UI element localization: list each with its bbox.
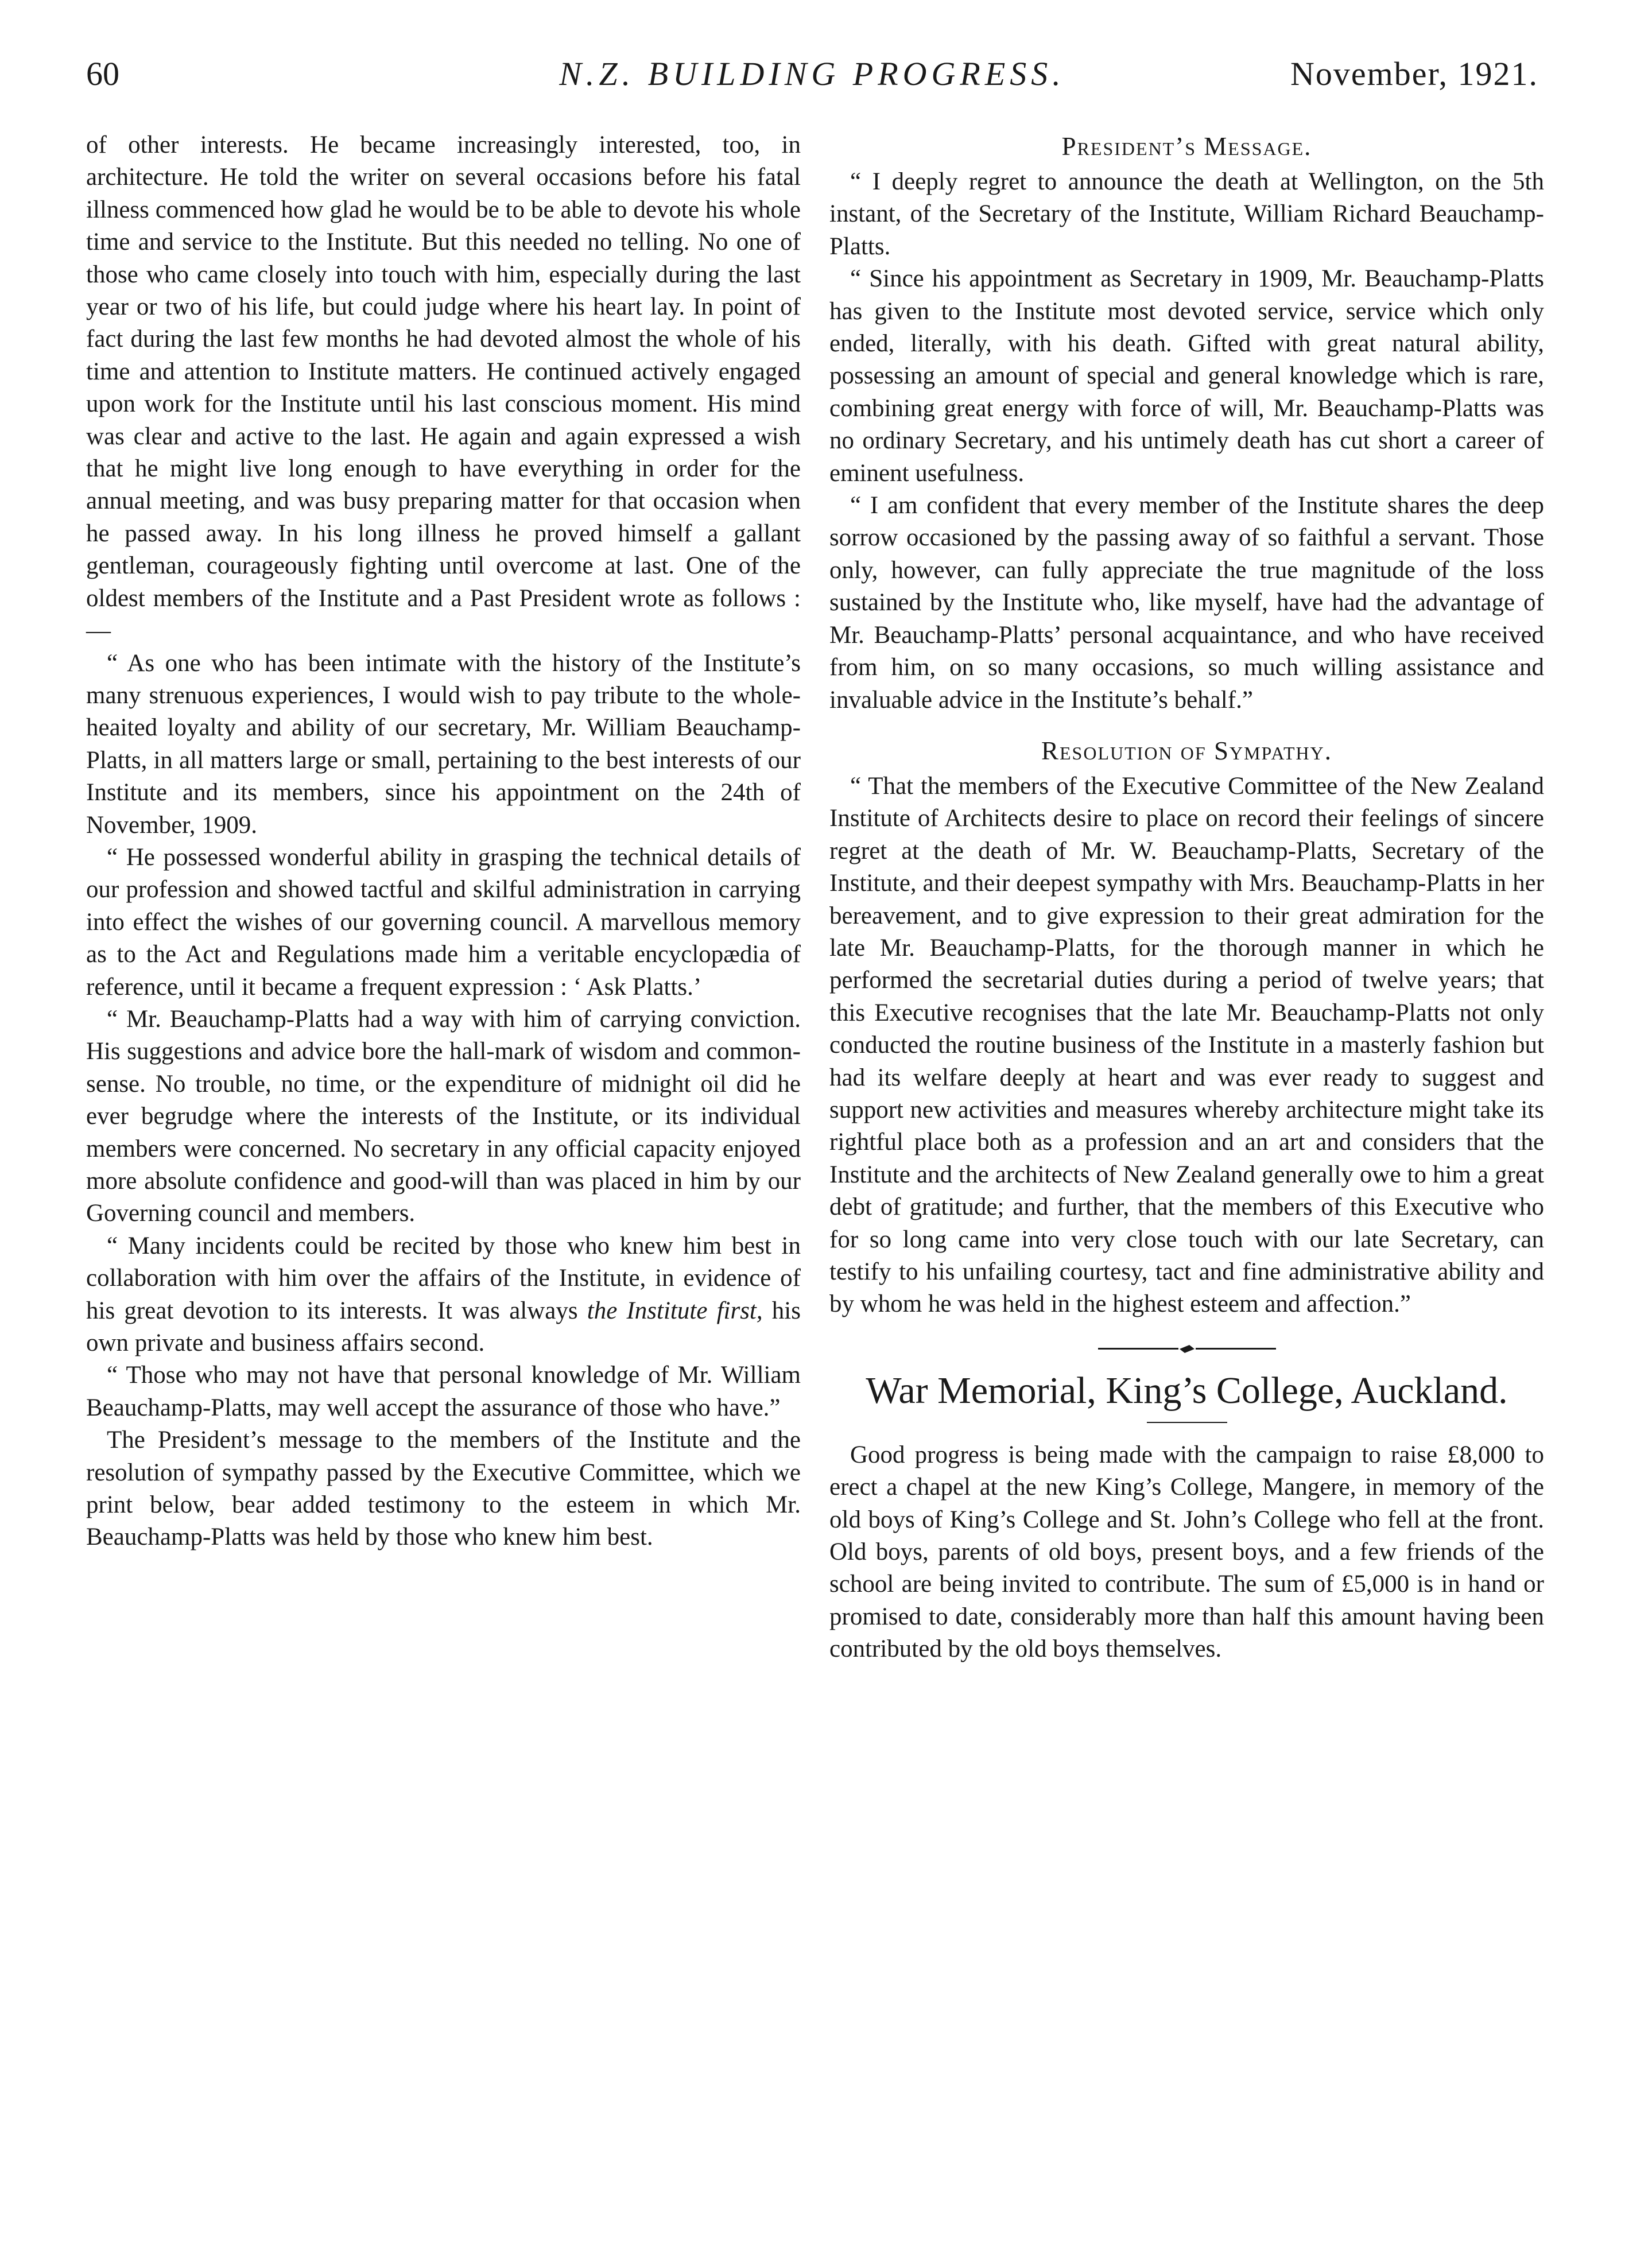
incidents-text-after: his own private and business affairs second. bbox=[86, 1297, 801, 1357]
body-paragraph: of other interests. He became increasingly interested, too, in architecture. He told the writer on several occasions before his fatal illness commenced how glad he would be to be able to devote his whole time and service to the Institute. But this needed no telling. No one of those who came closely into touch with him, especially during the last year or two of his life, but could judge where his heart lay. In point of fact during the last few months he had devoted almost the whole of his time and attention to Institute matters. He continued actively engaged upon work for the Institute until his last conscious moment. His mind was clear and active to the last. He again and again expressed a wish that he might live long enough to have everything in order for the annual meeting, and was busy preparing matter for that occasion when he passed away. In his long illness he proved himself a gallant gentleman, courageously fighting until overcome at last. One of the oldest members of the Institute and a Past President wrote as follows :— bbox=[86, 131, 801, 645]
right-column bbox=[829, 129, 1544, 1666]
page-number: 60 bbox=[86, 55, 119, 92]
war-memorial-heading: War Memorial, King’s College, Auckland. bbox=[866, 1369, 1508, 1412]
left-column bbox=[86, 129, 801, 1554]
heading-underline bbox=[1147, 1422, 1227, 1423]
quote-paragraph: “ Mr. Beauchamp-Platts had a way with him of carrying conviction. His suggestions and advice bore the hall-mark of wisdom and common-sense. No trouble, no time, or the expenditure of midnight oil did he ever begrudge where the interests of the Institute, or its individual members were concerned. No secretary in any official capacity enjoyed more absolute confidence and good-will than was placed in him by our Governing council and members. bbox=[86, 1005, 801, 1227]
resolution-paragraph: “ That the members of the Executive Committee of the New Zealand Institute of Architects desire to place on record their feelings of sincere regret at the death of Mr. W. Beauchamp-Platts, Secretary of the Institute, and their deepest sympathy with Mrs. Beauchamp-Platts in her bereavement, and to give expression to their great admiration for the late Mr. Beauchamp-Platts, for the thorough manner in which he performed the secretarial duties during a period of twelve years; that this Executive recognises that the late Mr. Beauchamp-Platts not only conducted the routine business of the Institute in a masterly fashion but had its welfare deeply at heart and was ever ready to suggest and support new activities and measures whereby architecture might take its rightful place both as a profession and an art and considers that the Institute and the architects of New Zealand generally owe to him a great debt of gratitude; and further, that the members of this Executive who for so long came into very close touch with our late Secretary, can testify to his unfailing courtesy, tact and fine administrative ability and by whom he was held in the highest esteem and affection.” bbox=[829, 772, 1544, 1318]
war-memorial-paragraph: Good progress is being made with the campaign to raise £8,000 to erect a chapel at the new King’s College, Mangere, in memory of the old boys of King’s College and St. John’s College who fell at the front. Old boys, parents of old boys, present boys, and a few friends of the school are being invited to contribute. The sum of £5,000 is in hand or promised to date, considerably more than half this amount having been contributed by the old boys themselves. bbox=[829, 1441, 1544, 1663]
message-paragraph: “ Since his appointment as Secretary in 1909, Mr. Beauchamp-Platts has given to the Institute most devoted service, service which only ended, literally, with his death. Gifted with great natural ability, possessing an amount of special and general knowledge which is rare, combining great energy with force of will, Mr. Beauchamp-Platts was no ordinary Secretary, and his untimely death has cut short a career of eminent usefulness. bbox=[829, 265, 1544, 487]
ornament-rule-left bbox=[1098, 1348, 1178, 1350]
incidents-text-italic: the Institute first, bbox=[587, 1297, 763, 1324]
issue-date: November, 1921. bbox=[1290, 55, 1538, 92]
quote-paragraph: “ As one who has been intimate with the history of the Institute’s many strenuous experiences, I would wish to pay tribute to the whole-heaited loyalty and ability of our secretary, Mr. William Beauchamp-Platts, in all matters large or small, pertaining to the best interests of our Institute and its members, since his appointment on the 24th of November, 1909. bbox=[86, 649, 801, 839]
ornament-rule-right bbox=[1196, 1348, 1276, 1350]
message-paragraph: “ I am confident that every member of the Institute shares the deep sorrow occasioned by the passing away of so faithful a servant. Those only, however, can fully appreciate the true magnitude of the loss sustained by the Institute who, like myself, have had the advantage of Mr. Beauchamp-Platts’ personal acquaintance, and who have received from him, on so many occasions, so much willing assistance and invaluable advice in the Institute’s behalf.” bbox=[829, 492, 1544, 714]
quote-paragraph-incidents bbox=[86, 1230, 801, 1360]
message-paragraph: “ I deeply regret to announce the death at Wellington, on the 5th instant, of the Secretary of the Institute, William Richard Beauchamp-Platts. bbox=[829, 168, 1544, 260]
presidents-message-heading: President’s Message. bbox=[1061, 132, 1312, 161]
quote-paragraph: “ Those who may not have that personal knowledge of Mr. William Beauchamp-Platts, may well accept the assurance of those who have.” bbox=[86, 1362, 801, 1421]
section-gap bbox=[829, 716, 1544, 734]
quote-paragraph: “ He possessed wonderful ability in grasping the technical details of our profession and showed tactful and skilful administration in carrying into effect the wishes of our governing council. A marvellous memory as to the Act and Regulations made him a veritable encyclopædia of reference, until it became a frequent expression : ‘ Ask Platts.’ bbox=[86, 843, 801, 1001]
page-header bbox=[86, 55, 1538, 112]
resolution-heading: Resolution of Sympathy. bbox=[1041, 736, 1332, 765]
ornament-diamond bbox=[1177, 1345, 1196, 1353]
section-ornament bbox=[829, 1345, 1544, 1353]
body-paragraph: The President’s message to the members of the Institute and the resolution of sympathy passed by the Executive Committee, which we print below, bear added testimony to the esteem in which Mr. Beauchamp-Platts was held by those who knew him best. bbox=[86, 1426, 801, 1551]
incidents-text-before: “ Many incidents could be recited by those who knew him best in collaboration with him over the affairs of the Institute, in evidence of his great devotion to its interests. It was always bbox=[86, 1232, 801, 1324]
journal-title: N.Z. BUILDING PROGRESS. bbox=[559, 55, 1065, 92]
